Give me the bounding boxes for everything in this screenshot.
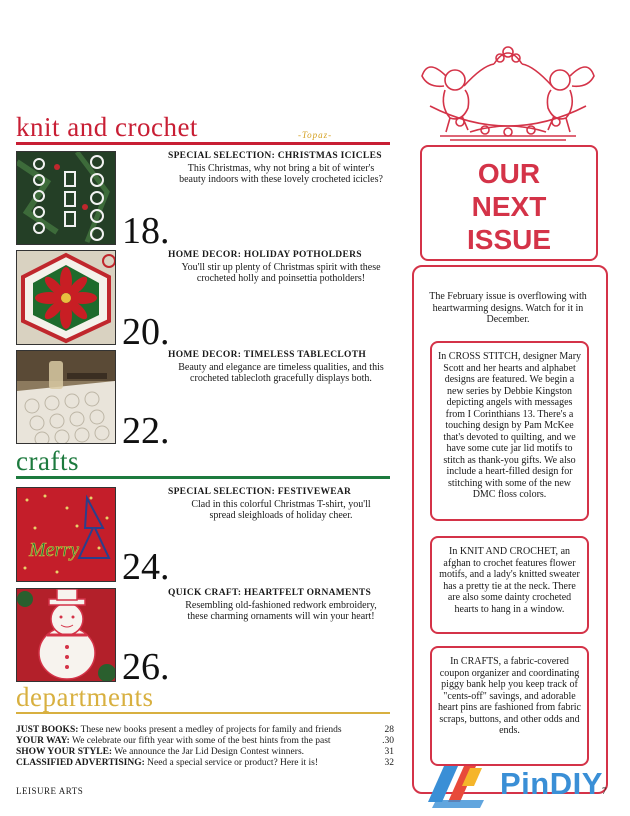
crafts-rule xyxy=(16,476,390,479)
dept-label: CLASSIFIED ADVERTISING: xyxy=(16,758,145,768)
next-issue-heading-line1: OUR xyxy=(477,158,541,189)
page-number-24: 24. xyxy=(122,546,170,588)
box-label: In KNIT AND CROCHET, xyxy=(448,546,559,557)
crafts-heading: crafts xyxy=(16,446,79,476)
item-desc-festivewear-1: Clad in this colorful Christmas T-shirt, you'll xyxy=(191,499,371,510)
potholders-photo xyxy=(16,250,116,345)
item-title-potholders: HOME DECOR: HOLIDAY POTHOLDERS xyxy=(168,250,362,260)
dept-label: SHOW YOUR STYLE: xyxy=(16,747,113,757)
page-number-26: 26. xyxy=(122,646,170,688)
item-desc-potholders-2: crocheted holly and poinsettia potholders! xyxy=(196,273,366,284)
dept-label: JUST BOOKS: xyxy=(16,725,79,735)
dept-text: These new books present a medley of projects for family and friends xyxy=(80,725,342,735)
dept-page: 28 xyxy=(384,725,394,735)
dept-text: We announce the Jar Lid Design Contest winners. xyxy=(114,747,305,757)
box-text: designer Mary Scott and her hearts and alphabet designs are featured. We begin a new series by Debbie Kingston depicting angels with messages from I Corinthians 13. There's a touching design by Pam McKee that's devoted to quilting, and we have some cute jar lid motifs to stitch as thank-you gifts. We also include a heart-filled design for stitching with some of the new DMC floss colors. xyxy=(443,351,582,500)
topaz-label: -Topaz- xyxy=(298,130,333,140)
item-desc-tablecloth-1: Beauty and elegance are timeless qualities, and this xyxy=(178,362,384,373)
dept-row-classified xyxy=(16,758,394,769)
next-issue-heading-line2: NEXT xyxy=(471,191,547,222)
next-issue-intro: The February issue is overflowing with heartwarming designs. Watch for it in December. xyxy=(429,291,587,325)
next-issue-heading-line3: ISSUE xyxy=(466,224,552,255)
item-title-tablecloth: HOME DECOR: TIMELESS TABLECLOTH xyxy=(168,350,367,360)
page-number-footer: 7 xyxy=(602,786,607,796)
festivewear-photo xyxy=(16,487,116,582)
item-desc-tablecloth-2: crocheted tablecloth gracefully displays both. xyxy=(190,373,372,384)
dept-page: 32 xyxy=(384,758,394,768)
pindiy-logo-icon xyxy=(418,762,498,810)
dept-text: Need a special service or product? Here it is! xyxy=(147,758,319,768)
tablecloth-photo xyxy=(16,350,116,444)
our-next-issue-box xyxy=(420,145,598,261)
dept-row-just-books xyxy=(16,725,394,736)
knit-crochet-box xyxy=(430,536,589,634)
item-desc-icicles-2: beauty indoors with these lovely crocheted icicles? xyxy=(179,174,383,185)
dept-text: We celebrate our fifth year with some of the best hints from the past xyxy=(71,736,331,746)
item-title-ornaments: QUICK CRAFT: HEARTFELT ORNAMENTS xyxy=(168,588,372,598)
page-number-18: 18. xyxy=(122,210,170,252)
icicles-photo xyxy=(16,151,116,245)
box-label: In CRAFTS, xyxy=(450,656,502,667)
item-title-icicles: SPECIAL SELECTION: CHRISTMAS ICICLES xyxy=(168,151,382,161)
item-desc-potholders-1: You'll stir up plenty of Christmas spirit with these xyxy=(181,262,381,273)
dept-page: .30 xyxy=(382,736,394,746)
dept-page: 31 xyxy=(384,747,394,757)
knit-crochet-heading: knit and crochet xyxy=(16,112,198,142)
departments-rule xyxy=(16,712,390,714)
page-number-22: 22. xyxy=(122,410,170,452)
page-number-20: 20. xyxy=(122,311,170,353)
pindiy-watermark: PinDIY xyxy=(500,766,603,801)
publisher-footer: LEISURE ARTS xyxy=(16,786,84,796)
knit-crochet-rule xyxy=(16,142,390,145)
merry-script: Merry xyxy=(29,539,79,561)
box-text: a fabric-covered coupon organizer and coordinating piggy bank help you keep track of "cents-off" savings, and adorable heart pins are fashioned from fabric scraps, buttons, and other odds and ends. xyxy=(438,656,581,736)
cross-stitch-box xyxy=(430,341,589,521)
box-label: In CROSS STITCH, xyxy=(437,351,521,362)
dept-row-your-way xyxy=(16,736,394,747)
item-desc-ornaments-2: these charming ornaments will win your heart! xyxy=(187,611,375,622)
item-desc-ornaments-1: Resembling old-fashioned redwork embroidery, xyxy=(185,600,377,611)
ornaments-photo xyxy=(16,588,116,682)
dept-row-show-your-style xyxy=(16,747,394,758)
crafts-box xyxy=(430,646,589,766)
cherubs-illustration xyxy=(410,36,606,144)
box-text: an afghan to crochet features flower motifs, and a lady's knitted sweater has a pretty tie at the neck. There are also some dainty crocheted hearts to hang in a window. xyxy=(439,546,580,615)
dept-label: YOUR WAY: xyxy=(16,736,70,746)
item-desc-icicles-1: This Christmas, why not bring a bit of winter's xyxy=(187,163,375,174)
item-title-festivewear: SPECIAL SELECTION: FESTIVEWEAR xyxy=(168,487,352,497)
departments-heading: departments xyxy=(16,682,154,712)
item-desc-festivewear-2: spread sleighloads of holiday cheer. xyxy=(209,510,353,521)
